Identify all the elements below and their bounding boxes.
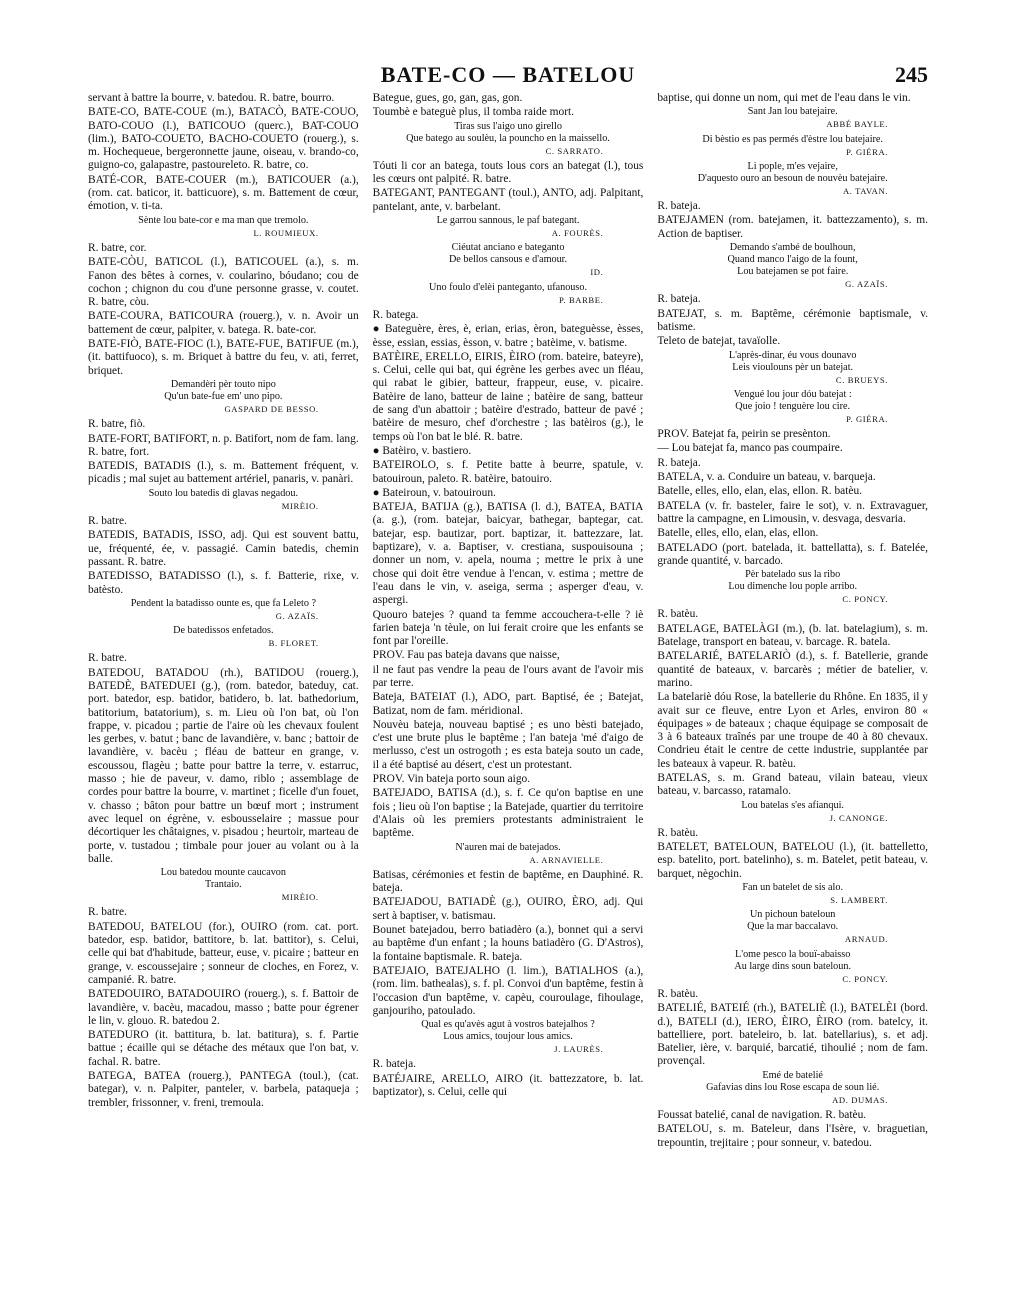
dictionary-entry: BATEGA, BATEA (rouerg.), PANTEGA (toul.), (cat. bategar), v. n. Palpiter, panteler, v. barbela, pataqueja ; trembler, frissonner, v. freni, tremoula.	[88, 1070, 359, 1109]
citation-author: MIRÈIO.	[281, 892, 319, 903]
dictionary-entry: R. bateja.	[657, 456, 701, 469]
citation-line: N'auren mai de batejados.	[455, 841, 561, 853]
dictionary-entry: BATELET, BATELOUN, BATELOU (l.), (it. battelletto, esp. batelito, port. batelinho), s. m. Batelet, petit bateau, v. barquet, nègochin.	[657, 841, 929, 880]
dictionary-entry: BATEJAMEN (rom. batejamen, it. battezzamento), s. m. Action de baptiser.	[657, 214, 929, 240]
citation-author: J. LAURÈS.	[554, 1044, 604, 1055]
dictionary-entry: — Lou batejat fa, manco pas coumpaire.	[657, 442, 843, 455]
dictionary-entry: R. batre.	[88, 906, 127, 919]
dictionary-entry: BATELOU, s. m. Bateleur, dans l'Isère, v. braguetian, trepountin, trejitaire ; pour sonneur, v. batedou.	[657, 1123, 929, 1149]
dictionary-entry: BATEDURO (it. battitura, b. lat. batitura), s. f. Partie battue ; écaille qui se détache des métaux que l'on bat, v. fachal. R. batre.	[88, 1029, 359, 1068]
dictionary-entry: R. batega.	[372, 308, 419, 321]
citation-line: Le garrou sannous, le paf bategant.	[436, 215, 580, 227]
citation-line: Pèr batelado sus la ribo	[745, 569, 841, 581]
dictionary-entry: BATE-FORT, BATIFORT, n. p. Batifort, nom de fam. lang. R. batre, fort.	[88, 432, 359, 458]
citation-author: AD. DUMAS.	[832, 1094, 889, 1105]
citation-author: A. TAVAN.	[842, 185, 889, 196]
citation-author: A. ARNAVIELLE.	[529, 854, 604, 865]
dictionary-entry: BATEDOU, BATELOU (for.), OUIRO (rom. cat. port. batedor, esp. batidor, battitore, b. lat. battitor), s. Celui, celle qui bat d'habitude, batteur, euse, v. picaire ; batteur en grange, v. escoussejaire ; sonneur de cloches, en Forez, v. campanié. R. batre.	[88, 920, 359, 986]
dictionary-entry: R. batre, fiò.	[88, 418, 146, 431]
citation-line: Qual es qu'avès agut à vostros batejalhos ?	[421, 1019, 595, 1031]
column-right	[657, 92, 928, 1292]
dictionary-entry: BATEJADOU, BATIADÈ (g.), OUIRO, ÈRO, adj. Qui sert à baptiser, v. batismau.	[372, 896, 644, 922]
dictionary-entry: BATEDOU, BATADOU (rh.), BATIDOU (rouerg.), BATEDÈ, BATEDUEI (g.), (rom. batedor, bateduy, cat. port. batedor, esp. batidor, batidero, b. lat. bathedorium, batitorium, batatorium), s. m. Lieu où l'on bat, où l'on frappe, v. picadou ; partie de l'aire où les chevaux foulent les gerbes, v. batut ; banc de lavandière, v. banc ; battoir de lavandière, v. bacèu ; fléau de batteur en grange, v. escoussou, flagèu ; batte pour battre la terre, v. estarruc, masso ; hie de paveur, v. damo, riblo ; assemblage de cordes pour battre la bourre, v. martinet ; ficelle d'un fouet, v. chasso ; bâton pour battre un bœuf mort ; instrument avec lequel on égrène, v. esbousselaire ; massue pour décortiquer les châtaignes, v. pisadou ; heurtoir, marteau de porte, v. tustadou ; timbale pour jouer au volant ou à la balle.	[88, 666, 359, 865]
dictionary-entry: Bateja, BATEIAT (l.), ADO, part. Baptisé, ée ; Batejat, Batizat, nom de fam. méridional.	[372, 691, 644, 717]
citation-line: Demandèri pèr touto nipo	[170, 378, 276, 390]
page-number: 245	[895, 62, 928, 87]
citation-author: C. PONCY.	[842, 594, 889, 605]
dictionary-entry: BATELAS, s. m. Grand bateau, vilain bateau, vieux bateau, v. barcasso, ratamalo.	[657, 771, 929, 798]
dictionary-entry: PROV. Vin bateja porto soun aigo.	[372, 773, 531, 786]
citation-author: J. CANONGE.	[829, 812, 889, 823]
dictionary-entry: BATEJADO, BATISA (d.), s. f. Ce qu'on baptise en une fois ; lieu où l'on baptise ; la Batejade, quartier du territoire d'Alais où les premiers protestants administraient le baptême.	[372, 787, 644, 840]
citation-line: Lou batelas s'es afianqui.	[741, 799, 844, 811]
citation-line: Que la mar baccalavo.	[747, 921, 839, 933]
dictionary-entry: Bounet batejadou, berro batiadèro (a.), bonnet qui a servi au baptême d'un enfant ; la houns batiadèro (G. D'Astros), la fontaine baptismale. R. bateja.	[372, 924, 644, 963]
citation-line: Uno foulo d'elèi panteganto, ufanouso.	[429, 281, 588, 293]
dictionary-entry: Teleto de batejat, tavaïolle.	[657, 335, 781, 348]
dictionary-entry: R. bateja.	[657, 293, 701, 306]
dictionary-entry: BATE-CO, BATE-COUE (m.), BATACÒ, BATE-COUO, BATO-COUO (l.), BATICOUO (querc.), BAT-COUO (lim.), BATO-COUETO, BACHO-COUETO (rouerg.), s. m. Hochequeue, bergeronnette jaune, oiseau, v. brando-co, guigno-co, galapastre, pastoureleto. R. batre, co.	[88, 106, 359, 172]
dictionary-entry: R. batèu.	[657, 826, 699, 839]
citation-line: Trantaio.	[204, 879, 242, 891]
dictionary-entry: Batelle, elles, ello, elan, elas, ellon.	[657, 527, 819, 540]
dictionary-entry: PROV. Fau pas bateja davans que naisse,	[372, 649, 560, 662]
dictionary-entry: il ne faut pas vendre la peau de l'ours avant de l'avoir mis par terre.	[372, 663, 644, 689]
citation-line: Lou batedou mounte caucavon	[160, 867, 286, 879]
citation-author: ABBÉ BAYLE.	[826, 119, 889, 130]
citation-author: G. AZAÏS.	[845, 279, 889, 290]
dictionary-entry: BATE-COURA, BATICOURA (rouerg.), v. n. Avoir un battement de cœur, palpiter, v. batega. R. bate-cor.	[88, 310, 359, 336]
dictionary-entry: BATEIROLO, s. f. Petite batte à beurre, spatule, v. batouiroun, paleto. R. batèire, batouiro.	[372, 459, 644, 485]
dictionary-entry: Batelle, elles, ello, elan, elas, ellon. R. batèu.	[657, 485, 862, 498]
dictionary-entry: BATEDISSO, BATADISSO (l.), s. f. Batterie, rixe, v. batèsto.	[88, 570, 359, 596]
citation-line: Fan un batelet de sis alo.	[742, 882, 844, 894]
dictionary-entry: PROV. Batejat fa, peirin se presènton.	[657, 428, 831, 441]
citation-author: MIRÈIO.	[281, 500, 319, 511]
citation-author: GASPARD DE BESSO.	[224, 403, 319, 414]
dictionary-entry: BATE-CÒU, BATICOL (l.), BATICOUEL (a.), s. m. Fanon des bêtes à cornes, v. coularino, bóudano; cou de cochon ; chignon du cou d'une personne grasse, v. coutet. R. batre, còu.	[88, 256, 359, 309]
citation-line: Quand manco l'aigo de la fount,	[727, 254, 858, 266]
dictionary-entry: ● Batèiro, v. bastiero.	[372, 444, 472, 457]
citation-line: Lou dimenche lou pople arribo.	[728, 581, 858, 593]
citation-line: Lous amics, toujour lous amics.	[443, 1031, 573, 1043]
dictionary-entry: BATÈIRE, ERELLO, EIRIS, ÈIRO (rom. bateire, bateyre), s. Celui, celle qui bat, qui égrène les gerbes avec un fléau, qui rabat le gibier, batteur, frappeur, euse, v. picaire. Batèire de lano, batteur de laine ; batèire de sang, batteur de sang d'un abattoir ; batèire d'estrado, batteur de pavé ; batèire de mesuro, chef d'orchestre ; las batèiros (g.), le temps où l'on bat le blé. R. batre.	[372, 350, 644, 443]
page-header	[88, 62, 928, 88]
dictionary-entry: BATELADO (port. batelada, it. battellatta), s. f. Batelée, grande quantité, v. barcado.	[657, 541, 929, 567]
citation-line: Di bèstio es pas permés d'èstre lou batejaire.	[702, 133, 883, 145]
citation-author: A. FOURÈS.	[551, 228, 604, 239]
dictionary-entry: R. batèu.	[657, 608, 699, 621]
dictionary-entry: R. batèu.	[657, 987, 699, 1000]
dictionary-entry: Quouro batejes ? quand ta femme accouchera-t-elle ? iè farien bateja 'n tèule, on lui ferait croire que les enfants se font par l'oreille.	[372, 608, 644, 648]
citation-line: Gafavias dins lou Rose escapa de soun lié.	[706, 1081, 880, 1093]
dictionary-entry: BATEDOUIRO, BATADOUIRO (rouerg.), s. f. Battoir de lavandière, v. bacèu, macadou, masso ; batte pour égrener le lin, v. glouo. R. batedou 2.	[88, 988, 359, 1027]
citation-line: Ciéutat anciano e bateganto	[451, 242, 565, 254]
dictionary-entry: BATELA, v. a. Conduire un bateau, v. barqueja.	[657, 471, 876, 484]
dictionary-entry: Batisas, cérémonies et festin de baptême, en Dauphiné. R. bateja.	[372, 868, 644, 895]
citation-author: P. BARBE.	[559, 294, 604, 305]
citation-line: Que joio ! tenguère lou cire.	[735, 400, 851, 412]
dictionary-entry: ● Bateiroun, v. batouiroun.	[372, 486, 496, 499]
citation-author: P. GIÉRA.	[846, 146, 889, 157]
running-title: BATE-CO — BATELOU	[380, 62, 636, 87]
citation-author: ID.	[590, 267, 604, 278]
citation-line: Sant Jan lou batejaire.	[747, 106, 838, 118]
dictionary-entry: R. batre.	[88, 515, 127, 528]
dictionary-entry: Toumbè e bateguè plus, il tomba raide mort.	[372, 106, 575, 119]
dictionary-entry: BATEJA, BATIJA (g.), BATISA (l. d.), BATEA, BATIA (a. g.), (rom. batejar, baicyar, bathegar, baptegar, cat. batejar, esp. bautizar, port. baptizar, it. battezzare, lat. baptizare), v. a. Baptiser, v. crestiana, suspouisouna ; donner un nom, v. apela, nouma ; mettre le prix à une chose qui doit être vendue à l'encan, v. estima ; mettre de l'eau dans le vin, v. aseiga, serma ; asperger d'eau, v. aspergi.	[372, 501, 644, 607]
dictionary-entry: BATE-FIÒ, BATE-FIOC (l.), BATE-FUE, BATIFUE (m.), (it. battifuoco), s. m. Briquet à battre du feu, v. ati, ferret, briquet.	[88, 338, 359, 377]
citation-line: Emé de batelié	[762, 1069, 823, 1081]
citation-line: Que batego au soulèu, la pouncho en la maissello.	[406, 132, 610, 144]
dictionary-entry: BATELARIÉ, BATELARIÒ (d.), s. f. Batellerie, grande quantité de bateaux, v. barcarès ; métier de batelier, v. marino.	[657, 650, 929, 689]
column-left	[88, 92, 359, 1292]
citation-line: De batedissos enfetados.	[173, 625, 274, 637]
citation-line: L'après-dinar, éu vous dounavo	[728, 349, 857, 361]
dictionary-entry: R. batre, cor.	[88, 241, 147, 254]
citation-line: Demando s'ambé de boulhoun,	[729, 242, 856, 254]
text-columns	[88, 92, 928, 1292]
dictionary-entry: BATEJAIO, BATEJALHO (l. lim.), BATIALHOS (a.), (rom. lim. bathealas), s. f. pl. Convoi d'un baptême, festin à l'occasion d'un baptême, v. capèu, couroulage, fihoulage, ganjouriho, patoulado.	[372, 964, 644, 1017]
citation-line: D'aquesto ouro an besoun de nouvèu batejaire.	[697, 172, 888, 184]
citation-author: S. LAMBERT.	[830, 895, 889, 906]
citation-line: Un pichoun bateloun	[749, 909, 836, 921]
citation-line: Lou batejamen se pot faire.	[737, 266, 849, 278]
citation-author: C. BRUEYS.	[835, 374, 889, 385]
dictionary-entry: baptise, qui donne un nom, qui met de l'eau dans le vin.	[657, 92, 911, 104]
citation-line: Leis vioulouns pèr un batejat.	[732, 361, 854, 373]
dictionary-entry: BATÉJAIRE, ARELLO, AIRO (it. battezzatore, b. lat. baptizator), s. Celui, celle qui	[372, 1072, 644, 1098]
dictionary-entry: BATELAGE, BATELÀGI (m.), (b. lat. batelagium), s. m. Batelage, transport en bateau, v. barcage. R. batela.	[657, 622, 929, 649]
citation-line: Souto lou batedis di glavas negadou.	[148, 487, 299, 499]
dictionary-entry: BATEDIS, BATADIS (l.), s. m. Battement fréquent, v. picadis ; mal sujet au battement artériel, panaris, v. panàri.	[88, 460, 359, 486]
dictionary-entry: R. batre.	[88, 652, 127, 665]
dictionary-entry: Nouvèu bateja, nouveau baptisé ; es uno bèsti batejado, c'est une brute plus le baptême ; l'an bateja 'mé d'aigo de merlusso, c'est un ostrogoth ; es esta bateja souto un cade, il a été baptisé au désert, c'est un protestant.	[372, 718, 644, 771]
citation-line: Tiras sus l'aigo uno girello	[454, 120, 562, 132]
column-middle	[373, 92, 644, 1292]
dictionary-entry: Foussat batelié, canal de navigation. R. batèu.	[657, 1109, 867, 1122]
dictionary-entry: servant à battre la bourre, v. batedou. R. batre, bourro.	[88, 92, 335, 104]
citation-author: C. PONCY.	[842, 973, 889, 984]
citation-line: De bellos cansous e d'amour.	[448, 254, 568, 266]
citation-author: C. SARRATO.	[545, 145, 604, 156]
dictionary-entry: R. bateja.	[657, 200, 701, 213]
citation-line: Sènte lou bate-cor e ma man que tremolo.	[138, 214, 309, 226]
dictionary-entry: BATEJAT, s. m. Baptême, cérémonie baptismale, v. batisme.	[657, 307, 929, 333]
dictionary-entry: R. bateja.	[372, 1058, 417, 1071]
citation-line: Pendent la batadisso ounte es, que fa Leleto ?	[130, 597, 316, 609]
dictionary-entry: Bategue, gues, go, gan, gas, gon.	[372, 92, 523, 104]
citation-line: Au large dins soun bateloun.	[734, 960, 852, 972]
dictionary-entry: BATÉ-COR, BATE-COUER (m.), BATICOUER (a.), (rom. cat. baticor, it. batticuore), s. m. Battement de cœur, émotion, v. ti-ta.	[88, 173, 359, 213]
dictionary-entry: BATELIÉ, BATEIÉ (rh.), BATELIÈ (l.), BATELÈI (bord. d.), BATELI (d.), IERO, ÈIRO, ÈIRO (rom. batelcy, it. battelliere, port. bateleiro, b. lat. batellarius), s. et adj. Batelier, ière, v. barquié, barcatié, tihoulié ; nom de fam. provençal.	[657, 1002, 929, 1068]
dictionary-entry: BATEDIS, BATADIS, ISSO, adj. Qui est souvent battu, ue, fréquenté, ée, v. passagié. Camin batedis, chemin passant. R. batre.	[88, 529, 359, 568]
dictionary-entry: BATELA (v. fr. basteler, faire le sot), v. n. Extravaguer, battre la campagne, en Limousin, v. desvaga, desvaria.	[657, 499, 929, 525]
dictionary-entry: BATEGANT, PANTEGANT (toul.), ANTO, adj. Palpitant, pantelant, ante, v. barbelant.	[372, 187, 644, 213]
citation-line: Qu'un bate-fue em' uno pipo.	[164, 390, 283, 402]
citation-author: P. GIÉRA.	[846, 413, 889, 424]
citation-author: G. AZAÏS.	[275, 610, 319, 621]
dictionary-entry: ● Bateguère, ères, è, erian, erias, èron, bateguèsse, èsses, èsse, essian, essias, èsson, v. batre ; batèime, v. batisme.	[372, 323, 644, 349]
citation-line: Li pople, m'es vejaire,	[747, 160, 838, 172]
citation-author: L. ROUMIEUX.	[253, 227, 319, 238]
citation-line: L'ome pesco la bouï-abaisso	[735, 948, 851, 960]
dictionary-entry: La batelariè dóu Rose, la batellerie du Rhône. En 1835, il y avait sur ce fleuve, entre Lyon et Arles, environ 80 « équipages » de bateaux ; chaque équipage se composait de 3 à 6 bateaux traînés par une troupe de 40 à 80 chevaux. Condrieu était le centre de cette industrie, supplantée par les bateaux à vapeur. R. batèu.	[657, 691, 929, 770]
citation-line: Vengué lou jour dóu batejat :	[733, 388, 852, 400]
citation-author: ARNAUD.	[844, 934, 889, 945]
dictionary-entry: Tóuti li cor an batega, touts lous cors an bategat (l.), tous les cœurs ont palpité. R. batre.	[372, 159, 644, 186]
citation-author: B. FLORET.	[268, 638, 319, 649]
